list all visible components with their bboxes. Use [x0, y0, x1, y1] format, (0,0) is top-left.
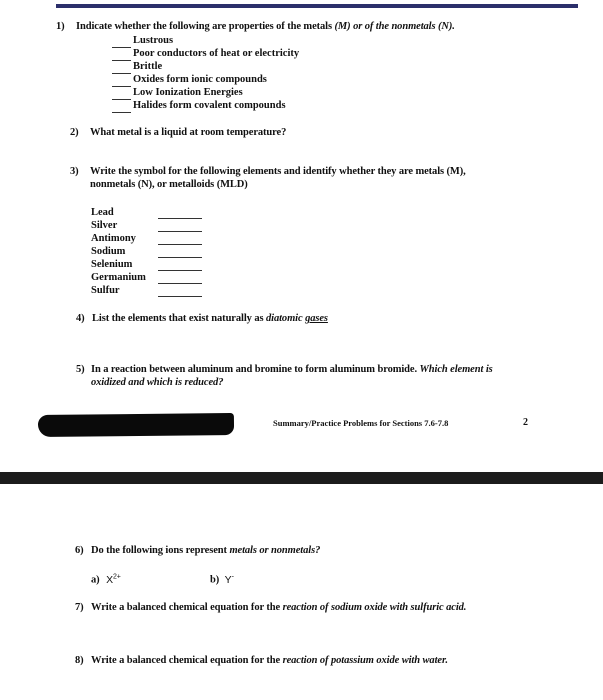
q6-part-a — [91, 573, 121, 586]
q5-prompt-line2: oxidized and which is reduced? — [91, 377, 224, 388]
q3-element: Selenium — [91, 259, 133, 270]
q3-blank-4 — [158, 257, 202, 258]
q3-blank-2 — [158, 231, 202, 232]
redaction-mark — [38, 413, 234, 437]
q8-prompt — [91, 655, 448, 666]
q5-prompt-line1 — [91, 364, 493, 375]
q4-number: 4) — [76, 313, 85, 324]
footer-text: Summary/Practice Problems for Sections 7.6-7.8 — [273, 418, 449, 428]
q3-blank-6 — [158, 283, 202, 284]
q3-blank-7 — [158, 296, 202, 297]
q4-prompt-emphasis: diatomic — [266, 313, 303, 324]
q6-prompt-text: Do the following ions represent — [91, 545, 230, 556]
q2-number: 2) — [70, 127, 79, 138]
q7-number: 7) — [75, 602, 84, 613]
q1-blank-2 — [112, 60, 131, 61]
q6-part-a-label: a) — [91, 574, 100, 586]
page-number: 2 — [523, 417, 528, 428]
q1-blank-1 — [112, 47, 131, 48]
q1-item: Poor conductors of heat or electricity — [133, 48, 300, 59]
q3-element: Silver — [91, 220, 118, 231]
q1-blank-4 — [112, 86, 131, 87]
q1-prompt-emphasis: (M) or of the nonmetals (N). — [334, 21, 455, 32]
q6-part-b-label: b) — [210, 574, 220, 586]
q1-item: Low Ionization Energies — [133, 87, 243, 98]
q1-blank-6 — [112, 112, 131, 113]
q1-prompt-text: Indicate whether the following are properties of the metals — [76, 21, 335, 32]
q1-prompt — [76, 21, 455, 32]
q3-element: Sodium — [91, 246, 126, 257]
q3-prompt-line2: nonmetals (N), or metalloids (MLD) — [90, 179, 248, 190]
q3-prompt-line1: Write the symbol for the following elements and identify whether they are metals (M), — [90, 166, 466, 177]
q6-ion-b-charge: - — [231, 573, 234, 580]
q1-blank-3 — [112, 73, 131, 74]
q8-prompt-emphasis: reaction of potassium oxide with water. — [282, 655, 448, 666]
q5-prompt-emphasis: Which element is — [419, 364, 493, 375]
q6-prompt — [91, 545, 320, 556]
q1-number: 1) — [56, 21, 65, 32]
q6-prompt-emphasis: metals or nonmetals? — [229, 545, 321, 556]
q3-element: Antimony — [91, 233, 136, 244]
q3-element: Sulfur — [91, 285, 120, 296]
q1-blank-5 — [112, 99, 131, 100]
q1-item: Lustrous — [133, 35, 174, 46]
q1-item: Halides form covalent compounds — [133, 100, 286, 111]
q3-number: 3) — [70, 166, 79, 177]
q2-prompt: What metal is a liquid at room temperature? — [90, 127, 287, 138]
q7-prompt — [91, 602, 466, 613]
q3-blank-5 — [158, 270, 202, 271]
q3-blank-1 — [158, 218, 202, 219]
q3-blank-3 — [158, 244, 202, 245]
q7-prompt-emphasis: reaction of sodium oxide with sulfuric acid. — [282, 602, 467, 613]
q1-item: Brittle — [133, 61, 163, 72]
q6-ion-a — [106, 574, 121, 586]
q6-part-b — [210, 573, 234, 586]
top-rule — [56, 4, 578, 8]
q4-prompt-emphasis-underlined: gases — [305, 313, 328, 324]
q1-item: Oxides form ionic compounds — [133, 74, 267, 85]
q6-ion-a-symbol: X — [106, 573, 113, 586]
q4-prompt — [92, 313, 328, 324]
q3-element: Germanium — [91, 272, 146, 283]
worksheet-page-2 — [0, 484, 603, 700]
q7-prompt-text: Write a balanced chemical equation for the — [91, 602, 283, 613]
q6-ion-a-charge: 2+ — [112, 573, 121, 580]
q6-number: 6) — [75, 545, 84, 556]
q4-prompt-text: List the elements that exist naturally as — [92, 313, 266, 324]
q6-ion-b — [225, 574, 234, 586]
q6-ion-b-symbol: Y — [224, 573, 232, 586]
q5-prompt-text: In a reaction between aluminum and bromine to form aluminum bromide. — [91, 364, 420, 375]
q3-element: Lead — [91, 207, 114, 218]
q5-number: 5) — [76, 364, 85, 375]
q8-prompt-text: Write a balanced chemical equation for the — [91, 655, 283, 666]
q8-number: 8) — [75, 655, 84, 666]
